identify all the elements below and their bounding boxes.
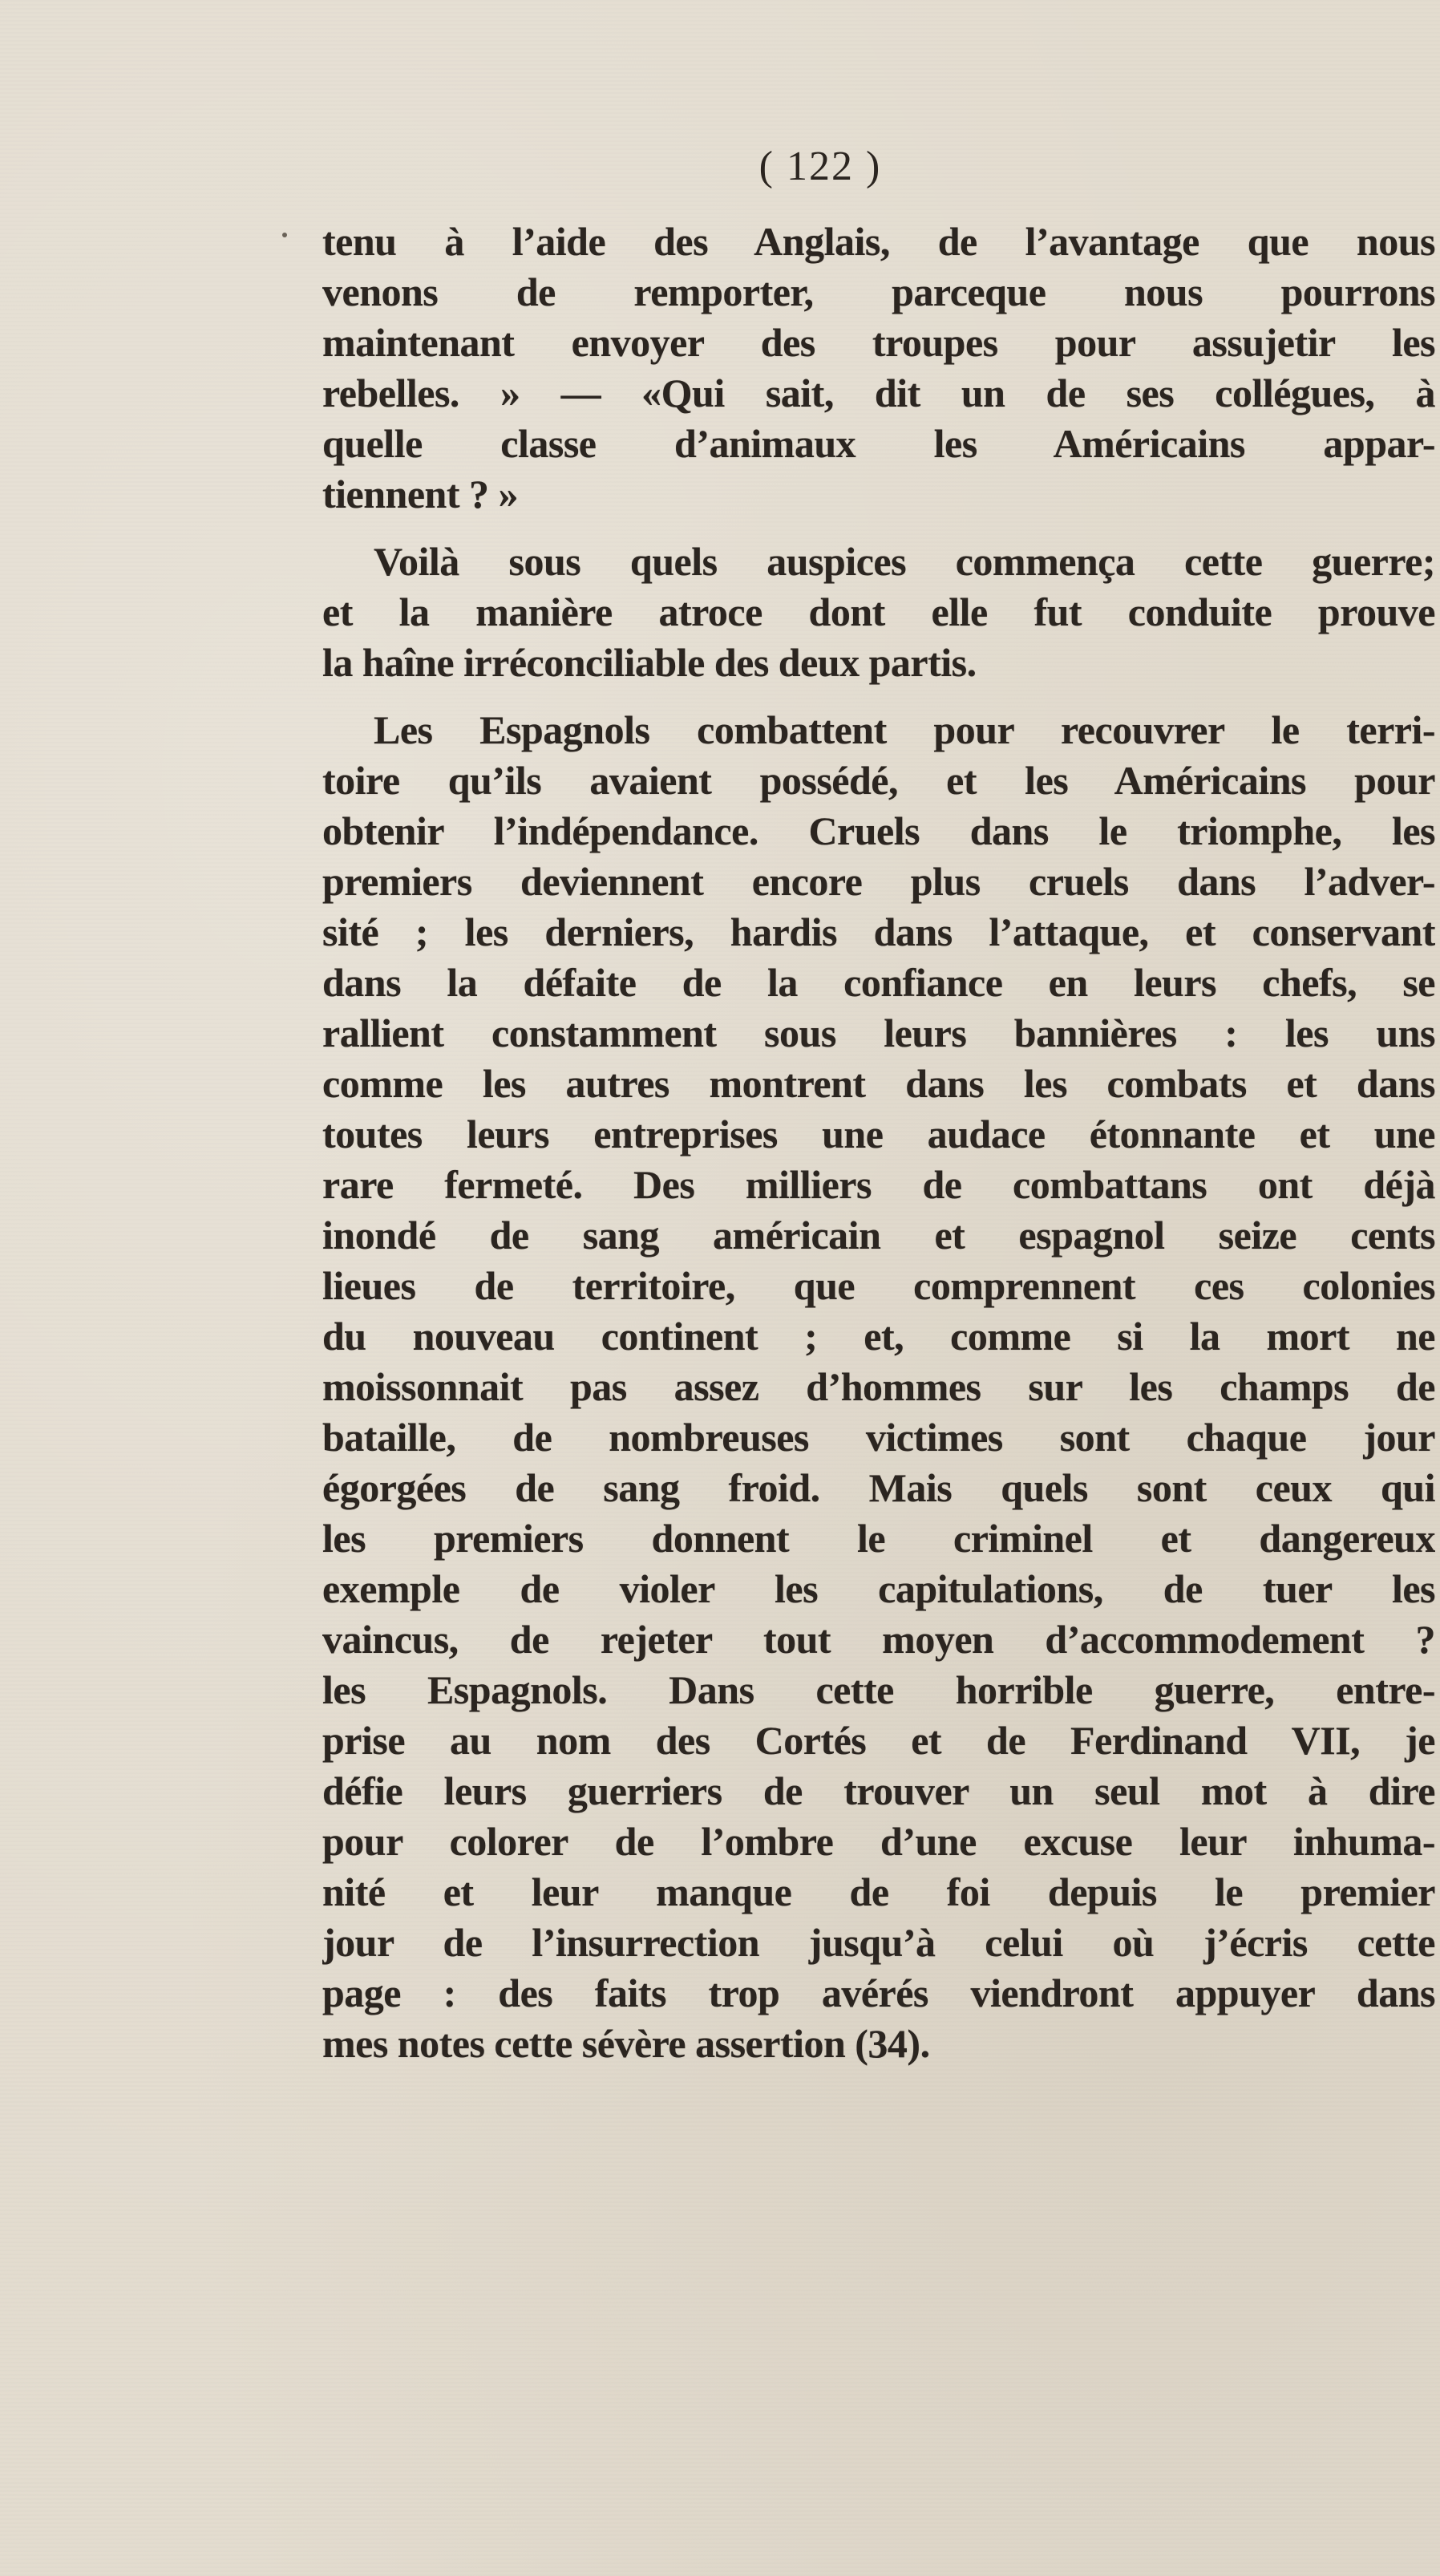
text-line: les Espagnols. Dans cette horrible guerre, entre- bbox=[322, 1667, 1435, 1712]
text-line: page : des faits trop avérés viendront appuyer dans bbox=[322, 1970, 1435, 2015]
text-line: lieues de territoire, que comprennent ces colonies bbox=[322, 1263, 1435, 1308]
paragraph bbox=[322, 537, 1435, 688]
text-line: prise au nom des Cortés et de Ferdinand VII, je bbox=[322, 1718, 1435, 1763]
text-line: jour de l’insurrection jusqu’à celui où j’écris cette bbox=[322, 1920, 1435, 1965]
paragraph bbox=[322, 217, 1435, 520]
text-line: et la manière atroce dont elle fut conduite prouve bbox=[322, 589, 1435, 634]
text-line: inondé de sang américain et espagnol seize cents bbox=[322, 1213, 1435, 1258]
text-line: bataille, de nombreuses victimes sont chaque jour bbox=[322, 1415, 1435, 1460]
page-number: ( 122 ) bbox=[758, 144, 882, 189]
body-text bbox=[322, 217, 1435, 2086]
text-line: mes notes cette sévère assertion (34). bbox=[322, 2021, 930, 2066]
text-line: obtenir l’indépendance. Cruels dans le triomphe, les bbox=[322, 808, 1435, 853]
text-line: comme les autres montrent dans les combats et dans bbox=[322, 1061, 1435, 1106]
paragraph bbox=[322, 705, 1435, 2069]
text-line: venons de remporter, parceque nous pourrons bbox=[322, 269, 1435, 314]
text-line: dans la défaite de la confiance en leurs chefs, se bbox=[322, 960, 1435, 1005]
text-line: sité ; les derniers, hardis dans l’attaque, et conservant bbox=[322, 909, 1435, 954]
text-line: premiers deviennent encore plus cruels dans l’adver- bbox=[322, 859, 1435, 904]
text-line: maintenant envoyer des troupes pour assujetir les bbox=[322, 320, 1435, 365]
text-line: la haîne irréconciliable des deux partis. bbox=[322, 640, 977, 685]
text-line: égorgées de sang froid. Mais quels sont ceux qui bbox=[322, 1465, 1435, 1510]
text-line: Voilà sous quels auspices commença cette guerre; bbox=[374, 539, 1435, 584]
margin-mark bbox=[282, 233, 287, 237]
text-line: pour colorer de l’ombre d’une excuse leur inhuma- bbox=[322, 1819, 1435, 1864]
text-line: les premiers donnent le criminel et dangereux bbox=[322, 1516, 1435, 1561]
text-line: exemple de violer les capitulations, de tuer les bbox=[322, 1566, 1435, 1611]
text-line: quelle classe d’animaux les Américains appar- bbox=[322, 421, 1435, 466]
text-line: toutes leurs entreprises une audace étonnante et une bbox=[322, 1112, 1435, 1156]
text-line: tiennent ? » bbox=[322, 472, 518, 516]
text-line: nité et leur manque de foi depuis le premier bbox=[322, 1869, 1435, 1914]
text-line: du nouveau continent ; et, comme si la mort ne bbox=[322, 1314, 1435, 1359]
text-line: tenu à l’aide des Anglais, de l’avantage que nous bbox=[322, 219, 1435, 264]
text-line: toire qu’ils avaient possédé, et les Américains pour bbox=[322, 758, 1435, 803]
text-line: rebelles. » — «Qui sait, dit un de ses collégues, à bbox=[322, 371, 1435, 415]
text-line: vaincus, de rejeter tout moyen d’accommodement ? bbox=[322, 1617, 1435, 1662]
text-line: rallient constamment sous leurs bannières : les uns bbox=[322, 1011, 1435, 1055]
text-line: moissonnait pas assez d’hommes sur les champs de bbox=[322, 1364, 1435, 1409]
text-line: défie leurs guerriers de trouver un seul mot à dire bbox=[322, 1768, 1435, 1813]
text-line: Les Espagnols combattent pour recouvrer le terri- bbox=[374, 707, 1435, 752]
text-line: rare fermeté. Des milliers de combattans ont déjà bbox=[322, 1162, 1435, 1207]
